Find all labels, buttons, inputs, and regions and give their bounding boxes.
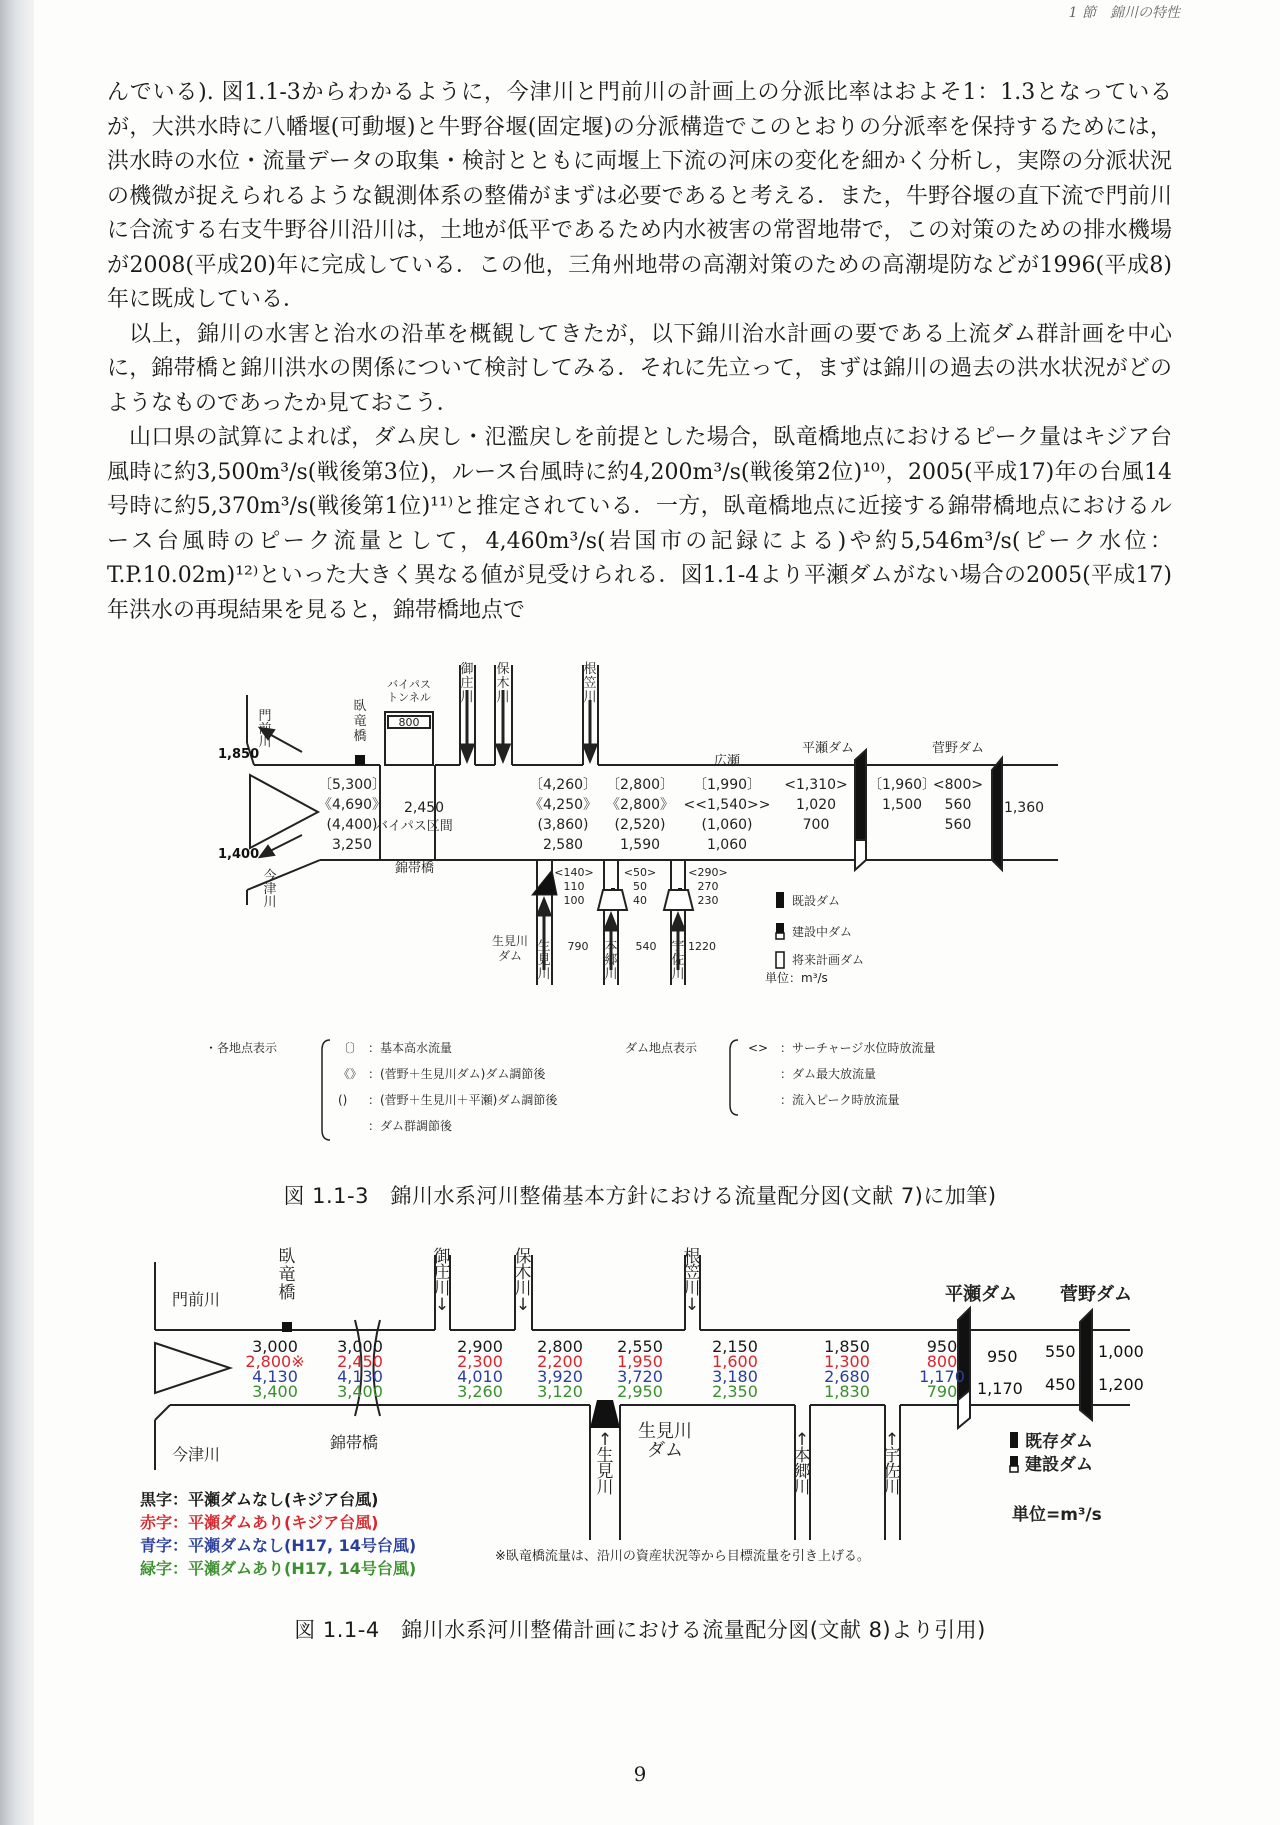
flow-value-negasa: 1,060 xyxy=(706,837,748,853)
flow-value-black: 2,550 xyxy=(617,1337,663,1356)
monzen-outflow: 1,850 xyxy=(218,747,260,762)
imazu-river-label: 津 xyxy=(263,882,277,897)
ikimi-dam-label: ダム xyxy=(497,949,523,963)
notation-site-symbol: 《》 xyxy=(338,1067,363,1081)
negasa-river-label: 笠 xyxy=(583,676,597,691)
flow-value-green: 3,400 xyxy=(337,1382,383,1401)
flow-value-hoki: 〔2,800〕 xyxy=(605,777,675,793)
imazu-river-label: 今津川 xyxy=(172,1445,221,1464)
mishou-river-label: 御 xyxy=(460,662,474,677)
flow-value-red: 2,450 xyxy=(337,1352,383,1371)
flow-value-usa_trib: <290> xyxy=(688,866,728,879)
hongo-river-label: 郷 xyxy=(604,953,618,968)
hirase-dam-label-fig4: 平瀬ダム xyxy=(945,1284,1017,1305)
ikimi-dam-label: 生見川 xyxy=(491,934,529,948)
garyu-bridge-label-fig4: 橋 xyxy=(278,1283,296,1303)
usa-river-label-fig4: 宇 xyxy=(883,1446,901,1466)
color-legend-item: 青字：平瀬ダムなし(H17, 14号台風) xyxy=(140,1536,417,1555)
flow-value-blue: 1,170 xyxy=(919,1367,965,1386)
ikimi-river-label: 見 xyxy=(537,953,551,968)
color-legend-item: 黒字：平瀬ダムなし(キジア台風) xyxy=(140,1490,379,1509)
flow-value-black: 3,000 xyxy=(252,1337,298,1356)
hongo-river-label-fig4: ↑ xyxy=(794,1430,810,1450)
monzen-river-label: 門前川 xyxy=(172,1290,221,1309)
flow-value-blue: 4,130 xyxy=(337,1367,383,1386)
flow-value-hongo-inflow: 540 xyxy=(635,940,657,953)
sugano-inflow-value: 1,000 xyxy=(1098,1342,1144,1361)
flow-value-hirase_up: 700 xyxy=(802,817,830,833)
usa-river-label: 佐 xyxy=(671,953,685,968)
flow-value-mishou: 2,580 xyxy=(542,837,584,853)
legend-planned-dam: 将来計画ダム xyxy=(792,953,865,967)
mishou-river-label: 庄 xyxy=(460,676,474,691)
flow-value-black: 2,150 xyxy=(712,1337,758,1356)
hongo-river-label-fig4: 郷 xyxy=(793,1462,811,1482)
flow-value-blue: 4,130 xyxy=(252,1367,298,1386)
sugano-dam-label-fig4: 菅野ダム xyxy=(1060,1284,1132,1305)
paragraph-2: 以上，錦川の水害と治水の沿革を概観してきたが，以下錦川治水計画の要である上流ダム群計画を中心に，錦帯橋と錦川洪水の関係について検討してみる．それに先立って，まずは錦川の過去の洪水状況がどのようなものであったか見ておこう． xyxy=(107,321,1172,416)
unit-label-fig4: 単位=m³/s xyxy=(1012,1505,1102,1525)
flow-value-blue: 3,720 xyxy=(617,1367,663,1386)
notation-site-desc: ：基本高水流量 xyxy=(368,1041,453,1055)
negasa-river-label: 根 xyxy=(583,662,597,677)
usa-river-label: 宇 xyxy=(671,939,685,954)
ikimi-river-label-fig4: 生 xyxy=(596,1446,614,1466)
flow-value-usa_trib: 270 xyxy=(697,880,719,893)
bypass-tunnel-label-line2: トンネル xyxy=(387,691,431,704)
ikimi-river-label-fig4: ↑ xyxy=(597,1430,613,1450)
flow-value-red: 2,300 xyxy=(457,1352,503,1371)
negasa-river-label-fig4: 笠 xyxy=(683,1263,701,1283)
hongo-river-label: 本 xyxy=(604,939,618,954)
flow-value-black: 2,800 xyxy=(537,1337,583,1356)
figure-1-1-3-diagram xyxy=(0,640,1280,1180)
flow-value-ikimi_trib: 100 xyxy=(563,894,585,907)
mishou-river-label-fig4: 川 xyxy=(433,1279,451,1299)
ikimi-dam-label-fig4: ダム xyxy=(647,1440,683,1461)
kintai-bridge-label: 錦帯橋 xyxy=(395,861,435,876)
negasa-river-label: 川 xyxy=(583,690,597,705)
notation-site-title: ・各地点表示 xyxy=(205,1041,278,1055)
flow-value-hirase_up: 1,020 xyxy=(795,797,837,813)
imazu-outflow: 1,400 xyxy=(218,847,260,862)
color-legend-item: 緑字：平瀬ダムあり(H17, 14号台風) xyxy=(140,1559,417,1578)
running-head: 1 節 錦川の特性 xyxy=(1068,5,1180,21)
notation-dam-desc: ：ダム最大放流量 xyxy=(780,1067,877,1081)
flow-value-hongo_trib: <50> xyxy=(623,866,657,879)
flow-value-red: 1,300 xyxy=(824,1352,870,1371)
legend-construction-dam-fig4: 建設ダム xyxy=(1025,1455,1093,1475)
negasa-river-label-fig4: 根 xyxy=(683,1247,701,1267)
flow-value-green: 3,260 xyxy=(457,1382,503,1401)
flow-value-garyu: 《4,690》 xyxy=(317,797,387,813)
flow-value-black: 950 xyxy=(926,1337,958,1356)
flow-value-hirase_down: 1,500 xyxy=(881,797,923,813)
flow-value-hoki: (2,520) xyxy=(614,817,666,833)
notation-site-desc: ：(菅野＋生見川＋平瀬)ダム調節後 xyxy=(368,1093,558,1107)
flow-value-green: 2,950 xyxy=(617,1382,663,1401)
hirase-inflow-value: 1,170 xyxy=(977,1379,1023,1398)
hoki-river-label-fig4: 川 xyxy=(514,1279,532,1299)
flow-value-green: 1,830 xyxy=(824,1382,870,1401)
ikimi-river-label: 生 xyxy=(537,939,551,954)
imazu-river-label: 川 xyxy=(263,895,277,910)
flow-value-blue: 4,010 xyxy=(457,1367,503,1386)
sugano-outflow-value: 450 xyxy=(1045,1375,1076,1394)
flow-value-usa_trib: 230 xyxy=(697,894,719,907)
sugano-dam-label: 菅野ダム xyxy=(932,741,985,756)
notation-site-desc: ：(菅野＋生見川ダム)ダム調節後 xyxy=(368,1067,546,1081)
page-number: 9 xyxy=(633,1762,647,1786)
flow-value-usa-inflow: 1220 xyxy=(688,940,716,953)
flow-value-hoki: 1,590 xyxy=(619,837,661,853)
notation-site-desc: ：ダム群調節後 xyxy=(368,1119,453,1133)
hirose-label: 広瀬 xyxy=(714,754,741,769)
hoki-river-label: 保 xyxy=(496,662,510,677)
flow-value-sugano: <800> xyxy=(932,777,984,793)
flow-value-sugano: 560 xyxy=(944,817,972,833)
notation-site-symbol: () xyxy=(338,1093,348,1107)
garyu-bridge-label: 臥 xyxy=(353,699,367,714)
legend-under-construction-dam: 建設中ダム xyxy=(792,925,853,939)
flow-value-hongo_trib: 50 xyxy=(633,880,647,893)
flow-value-ikimi_trib: 110 xyxy=(563,880,585,893)
hongo-river-label: 川 xyxy=(604,967,618,982)
garyu-bridge-label: 竜 xyxy=(353,714,367,729)
hirase-dam-label: 平瀬ダム xyxy=(802,741,855,756)
hoki-river-label-fig4: 保 xyxy=(514,1247,532,1267)
mishou-river-label-fig4: 庄 xyxy=(433,1263,451,1283)
bypass-section-value: 2,450 xyxy=(404,800,445,816)
usa-river-label: 川 xyxy=(671,967,685,982)
flow-value-garyu: 3,250 xyxy=(331,837,373,853)
flow-value-hirase_down: 〔1,960〕 xyxy=(867,777,937,793)
flow-value-red: 2,200 xyxy=(537,1352,583,1371)
usa-river-label-fig4: 川 xyxy=(883,1478,901,1498)
mishou-river-label: 川 xyxy=(460,690,474,705)
imazu-river-label: 今 xyxy=(263,869,277,884)
flow-value-green: 790 xyxy=(926,1382,958,1401)
ikimi-river-label-fig4: 見 xyxy=(596,1462,614,1482)
flow-value-black: 3,000 xyxy=(337,1337,383,1356)
flow-value-red: 800 xyxy=(926,1352,958,1371)
flow-value-red: 1,950 xyxy=(617,1352,663,1371)
flow-value-hongo_trib: 40 xyxy=(633,894,647,907)
sugano-inflow-value: 1,200 xyxy=(1098,1375,1144,1394)
monzen-river-label: 川 xyxy=(258,735,272,750)
bypass-tunnel-label-line1: バイパス xyxy=(387,678,431,691)
hoki-river-label: 木 xyxy=(496,676,510,691)
paragraph-1: んでいる). 図1.1-3からわかるように，今津川と門前川の計画上の分派比率はおよそ1：1.3となっているが，大洪水時に八幡堰(可動堰)と牛野谷堰(固定堰)の分派構造でこのとおりの分派率を保持するためには，洪水時の水位・流量データの取集・検討とともに両堰上下流の河床の変化を細かく分析し，実際の分派状況の機微が捉えられるような観測体系の整備がまずは必要であると考える．また，牛野谷堰の直下流で門前川に合流する右支牛野谷川沿川は，土地が低平であるため内水被害の常習地帯で，この対策のための排水機場が2008(平成20)年に完成している．この他，三角州地帯の高潮対策のための高潮堤防などが1996(平成8)年に既成している． xyxy=(107,80,1172,312)
monzen-river-label: 門 xyxy=(258,709,272,724)
flow-value-blue: 3,920 xyxy=(537,1367,583,1386)
flow-value-hirase_up: <1,310> xyxy=(784,777,848,793)
garyu-bridge-label: 橋 xyxy=(353,729,367,744)
flow-value-hoki: 《2,800》 xyxy=(605,797,675,813)
flow-value-green: 3,120 xyxy=(537,1382,583,1401)
notation-dam-desc: ：サーチャージ水位時放流量 xyxy=(780,1041,936,1055)
notation-dam-title: ダム地点表示 xyxy=(625,1041,698,1055)
flow-value-garyu: 〔5,300〕 xyxy=(317,777,387,793)
sugano-outflow-value: 550 xyxy=(1045,1342,1076,1361)
figure-1-1-3-caption: 図 1.1-3 錦川水系河川整備基本方針における流量配分図(文献 7)に加筆) xyxy=(283,1184,997,1208)
flow-value-mishou: 《4,250》 xyxy=(528,797,598,813)
legend-existing-dam: 既設ダム xyxy=(792,894,841,908)
ikimi-dam-label-fig4: 生見川 xyxy=(638,1421,692,1442)
notation-dam-symbol: <> xyxy=(748,1041,769,1055)
hongo-river-label-fig4: 川 xyxy=(793,1478,811,1498)
figure-1-1-4-diagram xyxy=(0,1240,1280,1620)
flow-value-red: 2,800※ xyxy=(245,1352,305,1371)
flow-value-negasa: <<1,540>> xyxy=(683,797,771,813)
hoki-river-label-fig4: 木 xyxy=(514,1263,532,1283)
flow-value-sugano: 560 xyxy=(944,797,972,813)
flow-value-blue: 2,680 xyxy=(824,1367,870,1386)
hirase-inflow-value: 950 xyxy=(987,1347,1018,1366)
hoki-river-label: 川 xyxy=(496,690,510,705)
garyu-flow-note: ※臥竜橋流量は、沿川の資産状況等から目標流量を引き上げる。 xyxy=(495,1549,870,1564)
usa-river-label-fig4: 佐 xyxy=(883,1462,901,1482)
garyu-bridge-label-fig4: 竜 xyxy=(278,1265,296,1285)
ikimi-river-label-fig4: 川 xyxy=(596,1478,614,1498)
notation-site-symbol: 〔〕 xyxy=(338,1041,363,1055)
legend-existing-dam-fig4: 既存ダム xyxy=(1025,1432,1093,1452)
negasa-river-label-fig4: ↓ xyxy=(684,1295,700,1315)
monzen-river-label: 前 xyxy=(258,722,272,737)
mishou-river-label-fig4: ↓ xyxy=(434,1295,450,1315)
hoki-river-label-fig4: ↓ xyxy=(515,1295,531,1315)
flow-value-garyu: (4,400) xyxy=(326,817,378,833)
flow-value-green: 2,350 xyxy=(712,1382,758,1401)
flow-value-black: 1,850 xyxy=(824,1337,870,1356)
flow-value-mishou: (3,860) xyxy=(537,817,589,833)
mishou-river-label-fig4: 御 xyxy=(433,1247,451,1267)
flow-value-ikimi_trib: <140> xyxy=(554,866,594,879)
flow-value-red: 1,600 xyxy=(712,1352,758,1371)
flow-value-mishou: 〔4,260〕 xyxy=(528,777,598,793)
hongo-river-label-fig4: 本 xyxy=(793,1446,811,1466)
negasa-river-label-fig4: 川 xyxy=(683,1279,701,1299)
kintai-bridge-label-fig4: 錦帯橋 xyxy=(330,1433,379,1452)
flow-value-green: 3,400 xyxy=(252,1382,298,1401)
color-legend-item: 赤字：平瀬ダムあり(キジア台風) xyxy=(140,1513,379,1532)
flow-value-blue: 3,180 xyxy=(712,1367,758,1386)
notation-dam-desc: ：流入ピーク時放流量 xyxy=(780,1093,900,1107)
paragraph-3: 山口県の試算によれば，ダム戻し・氾濫戻しを前提とした場合，臥竜橋地点におけるピーク量はキジア台風時に約3,500m³/s(戦後第3位)，ルース台風時に約4,200m³/s(戦後第2位)¹⁰⁾，2005(平成17)年の台風14号時に約5,370m³/s(戦後第1位)¹¹⁾と推定されている．一方，臥竜橋地点に近接する錦帯橋地点におけるルース台風時のピーク流量として，4,460m³/s(岩国市の記録による)や約5,546m³/s(ピーク水位：T.P.10.02m)¹²⁾といった大きく異なる値が見受けられる．図1.1-4より平瀬ダムがない場合の2005(平成17)年洪水の再現結果を見ると，錦帯橋地点で xyxy=(107,425,1172,623)
usa-river-label-fig4: ↑ xyxy=(884,1430,900,1450)
body-text xyxy=(107,76,1172,628)
flow-value-ikimi-inflow: 790 xyxy=(567,940,589,953)
bypass-flow-value: 800 xyxy=(398,716,420,729)
garyu-bridge-label-fig4: 臥 xyxy=(278,1247,296,1267)
flow-value-black: 2,900 xyxy=(457,1337,503,1356)
legend-unit: 単位：m³/s xyxy=(765,971,828,985)
ikimi-river-label: 川 xyxy=(537,967,551,982)
figure-1-1-4-caption: 図 1.1-4 錦川水系河川整備計画における流量配分図(文献 8)より引用) xyxy=(294,1618,986,1642)
bypass-section-label: バイパス区間 xyxy=(375,819,453,834)
flow-value-sugano-inflow: 1,360 xyxy=(1003,800,1045,816)
flow-value-negasa: (1,060) xyxy=(701,817,753,833)
flow-value-negasa: 〔1,990〕 xyxy=(692,777,762,793)
